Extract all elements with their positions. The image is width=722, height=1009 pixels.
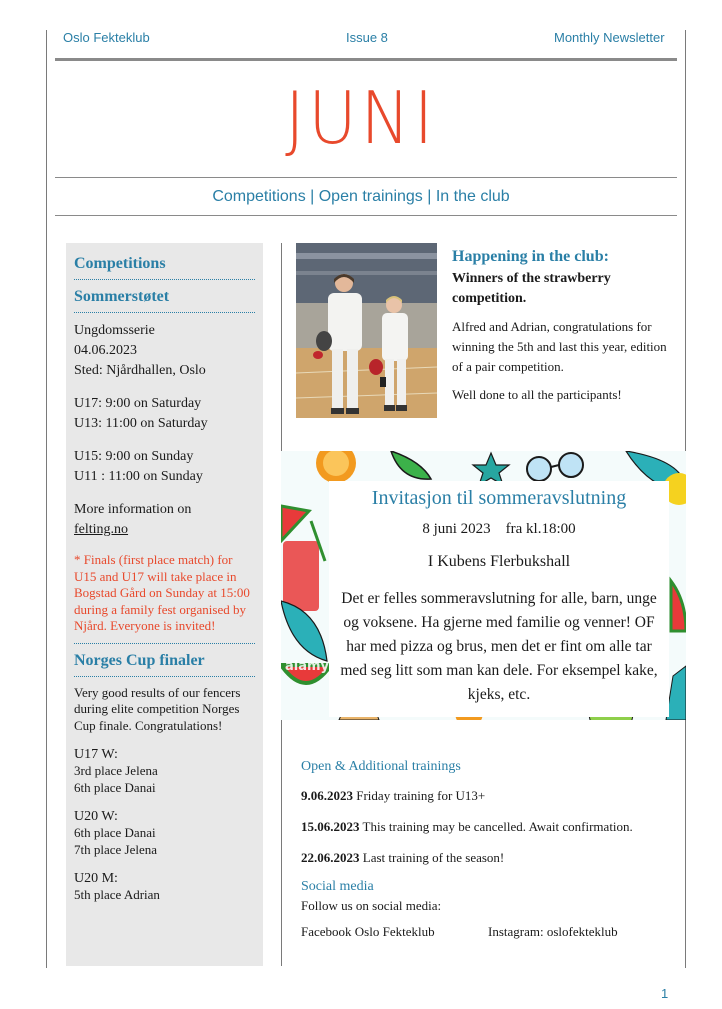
fencers-photo — [296, 243, 437, 418]
header-newsletter-type: Monthly Newsletter — [554, 30, 665, 45]
training-date: 22.06.2023 — [301, 850, 360, 865]
column-divider — [281, 243, 282, 451]
schedule-sun-u11: U11 : 11:00 on Sunday — [74, 469, 203, 484]
felting-link[interactable]: felting.no — [74, 522, 129, 537]
result-item: 6th place Danai — [74, 825, 156, 840]
invitation-title: Invitasjon til sommeravslutning — [371, 487, 627, 509]
result-item: 7th place Jelena — [74, 841, 158, 857]
norges-cup-text: Very good results of our fencers during elite competition Norges Cup finale. Congratulations! — [74, 684, 241, 733]
more-info-text: More information on — [74, 502, 192, 517]
column-divider — [281, 720, 282, 966]
club-news-heading: Happening in the club: — [452, 248, 609, 265]
page-border-left — [46, 30, 47, 968]
header-club-name: Oslo Fekteklub — [63, 30, 150, 45]
result-item: 5th place Adrian — [74, 887, 160, 902]
club-news-closing: Well done to all the participants! — [452, 387, 622, 402]
summer-party-invitation — [281, 451, 686, 720]
club-news-subheading: Winners of the strawberry competition. — [452, 271, 611, 306]
fencers-illustration — [296, 243, 437, 418]
series-name: Ungdomsserie — [74, 323, 155, 338]
result-group-u17w: U17 W: — [74, 747, 118, 762]
trainings-heading: Open & Additional trainings — [301, 759, 461, 774]
social-follow-text: Follow us on social media: — [301, 898, 442, 913]
training-desc: Last training of the season! — [359, 850, 505, 865]
training-desc: Friday training for U13+ — [353, 788, 486, 803]
finals-note: * Finals (first place match) for U15 and U17 will take place in Bogstad Gård on Sunday at 15:00 during a family fest organised by Njård. Everyone is invited! — [74, 552, 250, 633]
training-desc: This training may be cancelled. Await confirmation. — [359, 819, 633, 834]
club-news-text: Alfred and Adrian, congratulations for winning the 5th and last this year, edition of a pair competition. — [452, 319, 667, 374]
invitation-date: 8 juni 2023 fra kl.18:00 — [422, 521, 576, 537]
trainings-section — [301, 758, 681, 942]
schedule-sat-u17: U17: 9:00 on Saturday — [74, 396, 202, 411]
sommerstotet-heading: Sommerstøtet — [74, 288, 170, 305]
social-links — [301, 922, 681, 942]
subnav-top-divider — [55, 177, 677, 178]
header-divider — [55, 58, 677, 61]
training-item — [301, 786, 681, 806]
competitions-heading: Competitions — [74, 255, 166, 272]
alamy-watermark: alamy — [285, 659, 330, 674]
event-venue: Sted: Njårdhallen, Oslo — [74, 363, 206, 378]
invitation-text: Det er felles sommeravslutning for alle, barn, unge og voksene. Ha gjerne med familie og venner! OF har med pizza og brus, men det er fint om alle tar med seg litt som man kan dele. For eksempel kake, kjeks, etc. — [340, 590, 658, 703]
result-group-u20m: U20 M: — [74, 871, 118, 886]
facebook-link[interactable]: Facebook Oslo Fekteklub — [301, 924, 435, 939]
result-item: 6th place Danai — [74, 779, 156, 795]
result-group-u20w: U20 W: — [74, 809, 118, 824]
training-date: 15.06.2023 — [301, 819, 360, 834]
invitation-place: I Kubens Flerbukshall — [427, 553, 571, 570]
competitions-sidebar — [66, 243, 263, 966]
schedule-sun-u15: U15: 9:00 on Sunday — [74, 449, 194, 464]
result-item: 3rd place Jelena — [74, 763, 158, 778]
norges-cup-heading: Norges Cup finaler — [74, 651, 205, 669]
section-navigation: Competitions | Open trainings | In the club — [212, 188, 510, 205]
instagram-link[interactable]: Instagram: oslofekteklub — [488, 924, 618, 939]
event-date: 04.06.2023 — [74, 343, 137, 358]
schedule-sat-u13: U13: 11:00 on Saturday — [74, 416, 208, 431]
subnav-bottom-divider — [55, 215, 677, 216]
club-news — [452, 247, 677, 405]
training-item — [301, 848, 681, 868]
training-date: 9.06.2023 — [301, 788, 353, 803]
page-number: 1 — [661, 986, 669, 1001]
invitation-card — [329, 481, 669, 717]
header-issue: Issue 8 — [346, 30, 388, 45]
training-item — [301, 817, 681, 837]
page-title: JUNI — [285, 76, 437, 160]
social-media-heading: Social media — [301, 879, 374, 894]
